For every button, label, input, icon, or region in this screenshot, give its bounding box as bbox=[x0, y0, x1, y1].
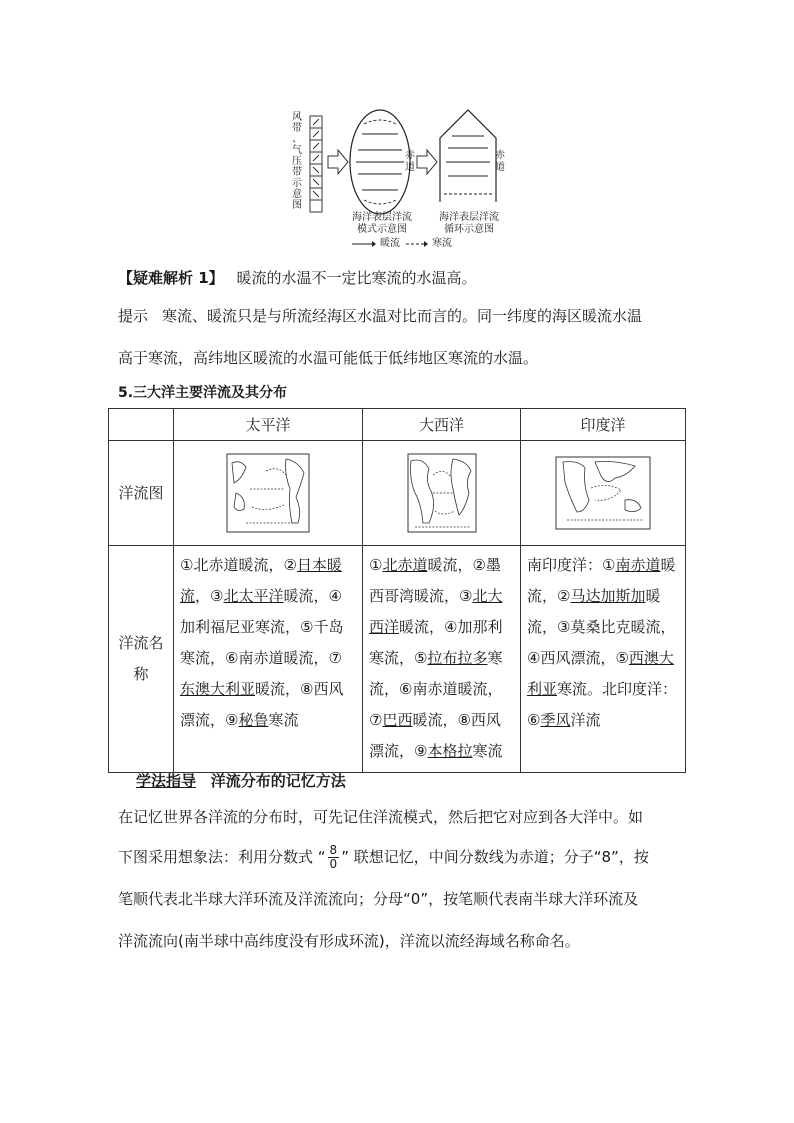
header-pacific: 太平洋 bbox=[174, 409, 363, 441]
caption-cycle-line2: 循环示意图 bbox=[444, 224, 494, 235]
indian-currents bbox=[521, 546, 686, 773]
current-name-underlined: 拉布拉多 bbox=[427, 649, 488, 667]
pacific-currents bbox=[174, 546, 363, 773]
side-label-7: 意 bbox=[292, 189, 302, 200]
atlantic-currents bbox=[363, 546, 521, 773]
header-indian: 印度洋 bbox=[521, 409, 686, 441]
side-label-3: 气 bbox=[292, 145, 302, 156]
current-name-underlined: 巴西 bbox=[382, 711, 413, 729]
side-label-4: 压 bbox=[292, 156, 302, 167]
method-line3: 笔顺代表北半球大洋环流及洋流流向；分母“0”，按笔顺代表南半球大洋环流及 bbox=[118, 890, 639, 908]
caption-model-line1: 海洋表层洋流 bbox=[352, 212, 412, 223]
row-label-names bbox=[109, 546, 174, 773]
hint-line1 bbox=[118, 305, 642, 327]
caption-cycle-line1: 海洋表层洋流 bbox=[439, 212, 499, 223]
fraction-numerator: 8 bbox=[329, 843, 338, 857]
current-name-underlined: 南赤道 bbox=[615, 556, 661, 574]
method-line2 bbox=[118, 844, 649, 871]
table-row-names bbox=[109, 546, 686, 773]
side-label-8: 图 bbox=[292, 200, 302, 211]
fraction-8-over-0 bbox=[328, 844, 340, 871]
current-name-underlined: 流 bbox=[180, 587, 196, 605]
current-text: ①北赤道暖流，② bbox=[180, 556, 297, 574]
method-tag: 学法指导 bbox=[136, 772, 197, 790]
current-text: 洋流 bbox=[570, 711, 601, 729]
side-label-5: 带 bbox=[292, 167, 302, 178]
fraction-denominator: 0 bbox=[329, 857, 338, 871]
current-text: 暖流，③莫桑比克暖流，④西风漂流，⑤ bbox=[527, 587, 676, 667]
section-title: 5.三大洋主要洋流及其分布 bbox=[118, 385, 288, 401]
method-title: 洋流分布的记忆方法 bbox=[210, 772, 346, 790]
side-label-1: 带 bbox=[292, 123, 302, 134]
analysis-statement: 暖流的水温不一定比寒流的水温高。 bbox=[236, 269, 477, 287]
current-name-underlined: 马达加斯加 bbox=[570, 587, 646, 605]
side-label-6: 示 bbox=[292, 178, 302, 189]
pacific-map-image bbox=[226, 453, 310, 533]
current-text: 寒流 bbox=[268, 711, 299, 729]
hint-text-1: 寒流、暖流只是与所流经海区水温对比而言的。同一纬度的海区暖流水温 bbox=[162, 307, 643, 325]
current-name-underlined: 北大西洋 bbox=[369, 587, 503, 636]
current-text: 暖流，④加那利寒流，⑤ bbox=[369, 618, 503, 667]
method-line2-b: ” 联想记忆，中间分数线为赤道；分子“8”，按 bbox=[341, 848, 649, 866]
header-empty bbox=[109, 409, 174, 441]
current-text: 暖流，⑧西风漂流，⑨ bbox=[180, 680, 344, 729]
table-row-maps bbox=[109, 441, 686, 546]
current-text: 暖流，④加利福尼亚寒流，⑤千岛寒流，⑥南赤道暖流，⑦ bbox=[180, 587, 344, 667]
current-name-underlined: 北太平洋 bbox=[223, 587, 284, 605]
current-text: 暖流，② bbox=[527, 556, 676, 605]
caption-model-line2: 模式示意图 bbox=[357, 224, 407, 235]
current-name-underlined: 西澳大利亚 bbox=[527, 649, 674, 698]
atlantic-map-image bbox=[407, 453, 477, 533]
indian-map-cell bbox=[521, 441, 686, 546]
current-text: 暖流，⑧西风漂流，⑨ bbox=[369, 711, 501, 760]
hint-label: 提示 bbox=[118, 307, 149, 325]
current-name-underlined: 日本暖 bbox=[296, 556, 342, 574]
current-text: 寒流 bbox=[472, 742, 503, 760]
analysis-tag: 【疑难解析 1】 bbox=[118, 269, 224, 287]
indian-map-image bbox=[555, 456, 651, 530]
header-atlantic: 大西洋 bbox=[363, 409, 521, 441]
legend-cold: 寒流 bbox=[432, 238, 452, 249]
row-label-names-2: 称 bbox=[133, 665, 149, 683]
equator-label-b: 赤道 bbox=[495, 150, 505, 173]
method-line2-a: 下图采用想象法：利用分数式 “ bbox=[118, 848, 326, 866]
row-label-names-1: 洋流名 bbox=[118, 634, 164, 652]
row-label-map: 洋流图 bbox=[109, 441, 174, 546]
current-text: ，③ bbox=[195, 587, 224, 605]
side-label-0: 风 bbox=[292, 112, 302, 123]
current-text: 暖流，②墨西哥湾暖流，③ bbox=[369, 556, 501, 605]
current-name-underlined: 季风 bbox=[540, 711, 571, 729]
analysis-line bbox=[118, 267, 476, 289]
atlantic-map-cell bbox=[363, 441, 521, 546]
side-label-2: 、 bbox=[292, 134, 302, 145]
pacific-map-cell bbox=[174, 441, 363, 546]
current-name-underlined: 北赤道 bbox=[382, 556, 428, 574]
current-text: 寒流。北印度洋：⑥ bbox=[527, 680, 678, 729]
current-text: ① bbox=[369, 556, 383, 574]
current-name-underlined: 东澳大利亚 bbox=[180, 680, 256, 698]
current-text: 南印度洋：① bbox=[527, 556, 616, 574]
method-heading bbox=[136, 770, 346, 792]
hint-line2: 高于寒流，高纬地区暖流的水温可能低于低纬地区寒流的水温。 bbox=[118, 349, 539, 367]
ocean-currents-table bbox=[108, 408, 686, 773]
equator-label-a: 赤道 bbox=[405, 150, 415, 173]
method-line4: 洋流流向(南半球中高纬度没有形成环流)，洋流以流经海域名称命名。 bbox=[118, 932, 580, 950]
current-name-underlined: 本格拉 bbox=[427, 742, 473, 760]
current-text: 寒流，⑥南赤道暖流，⑦ bbox=[369, 649, 503, 729]
table-header-row bbox=[109, 409, 686, 441]
current-name-underlined: 秘鲁 bbox=[238, 711, 269, 729]
legend-warm: 暖流 bbox=[380, 238, 400, 249]
current-model-diagram bbox=[290, 100, 510, 255]
method-line1: 在记忆世界各洋流的分布时，可先记住洋流模式，然后把它对应到各大洋中。如 bbox=[118, 808, 644, 826]
